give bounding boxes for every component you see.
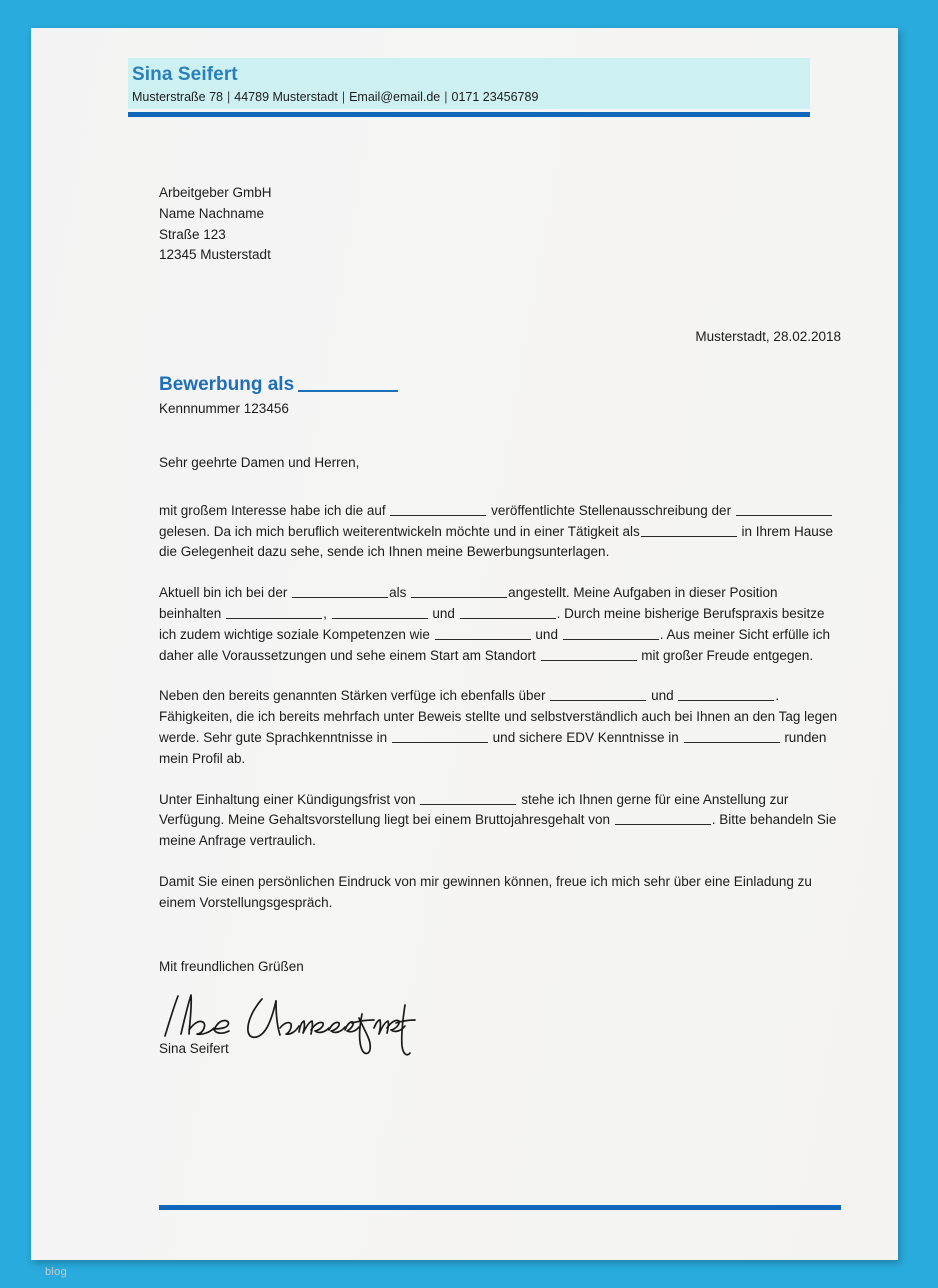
- p3-part3: . Fähigkeiten, die ich bereits mehrfach unter Beweis stellte und selbstverständlich auch bei Ihnen an den Tag legen werde. Sehr gute Sprachkenntnisse in: [159, 688, 838, 745]
- subject-heading: [159, 373, 398, 396]
- recipient-company: Arbeitgeber GmbH: [159, 185, 272, 200]
- p1-part3: gelesen. Da ich mich beruflich weiterentwickeln möchte und in einer Tätigkeit als: [159, 523, 640, 539]
- blank-field: [390, 503, 486, 516]
- blank-field: [736, 503, 832, 516]
- sender-phone: 0171 23456789: [451, 90, 539, 104]
- body-paragraph-2: [159, 583, 841, 666]
- p2-part6: . Durch meine bisherige Berufspraxis besitze ich zudem wichtige soziale Kompetenzen wie: [159, 605, 825, 642]
- date-line: Musterstadt, 28.02.2018: [695, 329, 841, 344]
- p3-part4: und sichere EDV Kenntnisse in: [492, 729, 679, 745]
- blank-field: [332, 606, 428, 619]
- letter-body: [159, 453, 841, 977]
- blank-field: [641, 524, 737, 537]
- blank-field: [563, 627, 659, 640]
- recipient-address-block: [159, 183, 272, 266]
- subject-heading-text: Bewerbung als: [159, 374, 295, 395]
- contact-separator-1: |: [227, 90, 231, 104]
- p1-part1: mit großem Interesse habe ich die auf: [159, 502, 386, 518]
- blank-field: [460, 606, 556, 619]
- sender-email: Email@email.de: [349, 90, 441, 104]
- sender-city: 44789 Musterstadt: [234, 90, 338, 104]
- p2-part9: mit großer Freude entgegen.: [641, 647, 814, 663]
- blank-field: [615, 812, 711, 825]
- sender-street: Musterstraße 78: [132, 90, 224, 104]
- p3-part5: runden mein Profil ab.: [159, 729, 827, 766]
- footer-rule: [159, 1205, 841, 1210]
- blank-field: [411, 585, 507, 598]
- p2-part7: und: [535, 626, 558, 642]
- subject-blank-field: [298, 373, 398, 392]
- blank-field: [392, 730, 488, 743]
- body-paragraph-3: [159, 686, 841, 769]
- closing-greeting: Mit freundlichen Grüßen: [159, 958, 304, 974]
- contact-separator-3: |: [444, 90, 448, 104]
- sender-contact-line: [130, 86, 808, 106]
- watermark-label: blog: [45, 1266, 67, 1278]
- p1-part2: veröffentlichte Stellenausschreibung der: [491, 502, 732, 518]
- blank-field: [541, 648, 637, 661]
- blank-field: [292, 585, 388, 598]
- p4-part3: . Bitte behandeln Sie meine Anfrage vertraulich.: [159, 812, 837, 849]
- body-paragraph-4: [159, 790, 841, 852]
- blank-field: [678, 688, 774, 701]
- signature-typed-name: Sina Seifert: [159, 1041, 229, 1056]
- blank-field: [435, 627, 531, 640]
- body-paragraph-5: Damit Sie einen persönlichen Eindruck von mir gewinnen können, freue ich mich sehr über eine Einladung zu einem Vorstellungsgespräch.: [159, 873, 812, 910]
- letterhead-rule: [128, 112, 810, 117]
- p2-part2: als: [389, 585, 407, 601]
- p2-part1: Aktuell bin ich bei der: [159, 585, 288, 601]
- letterhead: [128, 58, 810, 117]
- salutation: Sehr geehrte Damen und Herren,: [159, 455, 360, 470]
- blank-field: [550, 688, 646, 701]
- p2-part4: ,: [323, 605, 327, 621]
- recipient-street: Straße 123: [159, 226, 226, 242]
- blank-field: [420, 792, 516, 805]
- blank-field: [226, 606, 322, 619]
- p3-part2: und: [651, 688, 674, 704]
- recipient-contact-person: Name Nachname: [159, 205, 265, 221]
- p2-part5: und: [432, 605, 455, 621]
- p4-part2: stehe ich Ihnen gerne für eine Anstellung zur Verfügung. Meine Gehaltsvorstellung liegt bei einem Bruttojahresgehalt von: [159, 791, 789, 828]
- blank-field: [684, 730, 780, 743]
- p4-part1: Unter Einhaltung einer Kündigungsfrist von: [159, 791, 416, 807]
- p1-part4: in Ihrem Hause die Gelegenheit dazu sehe, sende ich Ihnen meine Bewerbungsunterlagen.: [159, 523, 834, 560]
- p2-part8: . Aus meiner Sicht erfülle ich daher alle Voraussetzungen und sehe einem Start am Standort: [159, 626, 831, 663]
- letter-page: [31, 28, 898, 1278]
- sender-name: Sina Seifert: [132, 64, 238, 85]
- contact-separator-2: |: [341, 90, 346, 104]
- recipient-city: 12345 Musterstadt: [159, 247, 271, 263]
- body-paragraph-1: [159, 501, 841, 563]
- p3-part1: Neben den bereits genannten Stärken verfüge ich ebenfalls über: [159, 688, 546, 704]
- reference-number: Kennnummer 123456: [159, 401, 289, 416]
- letterhead-band: [128, 58, 810, 109]
- p2-part3: angestellt. Meine Aufgaben in dieser Position beinhalten: [159, 585, 778, 621]
